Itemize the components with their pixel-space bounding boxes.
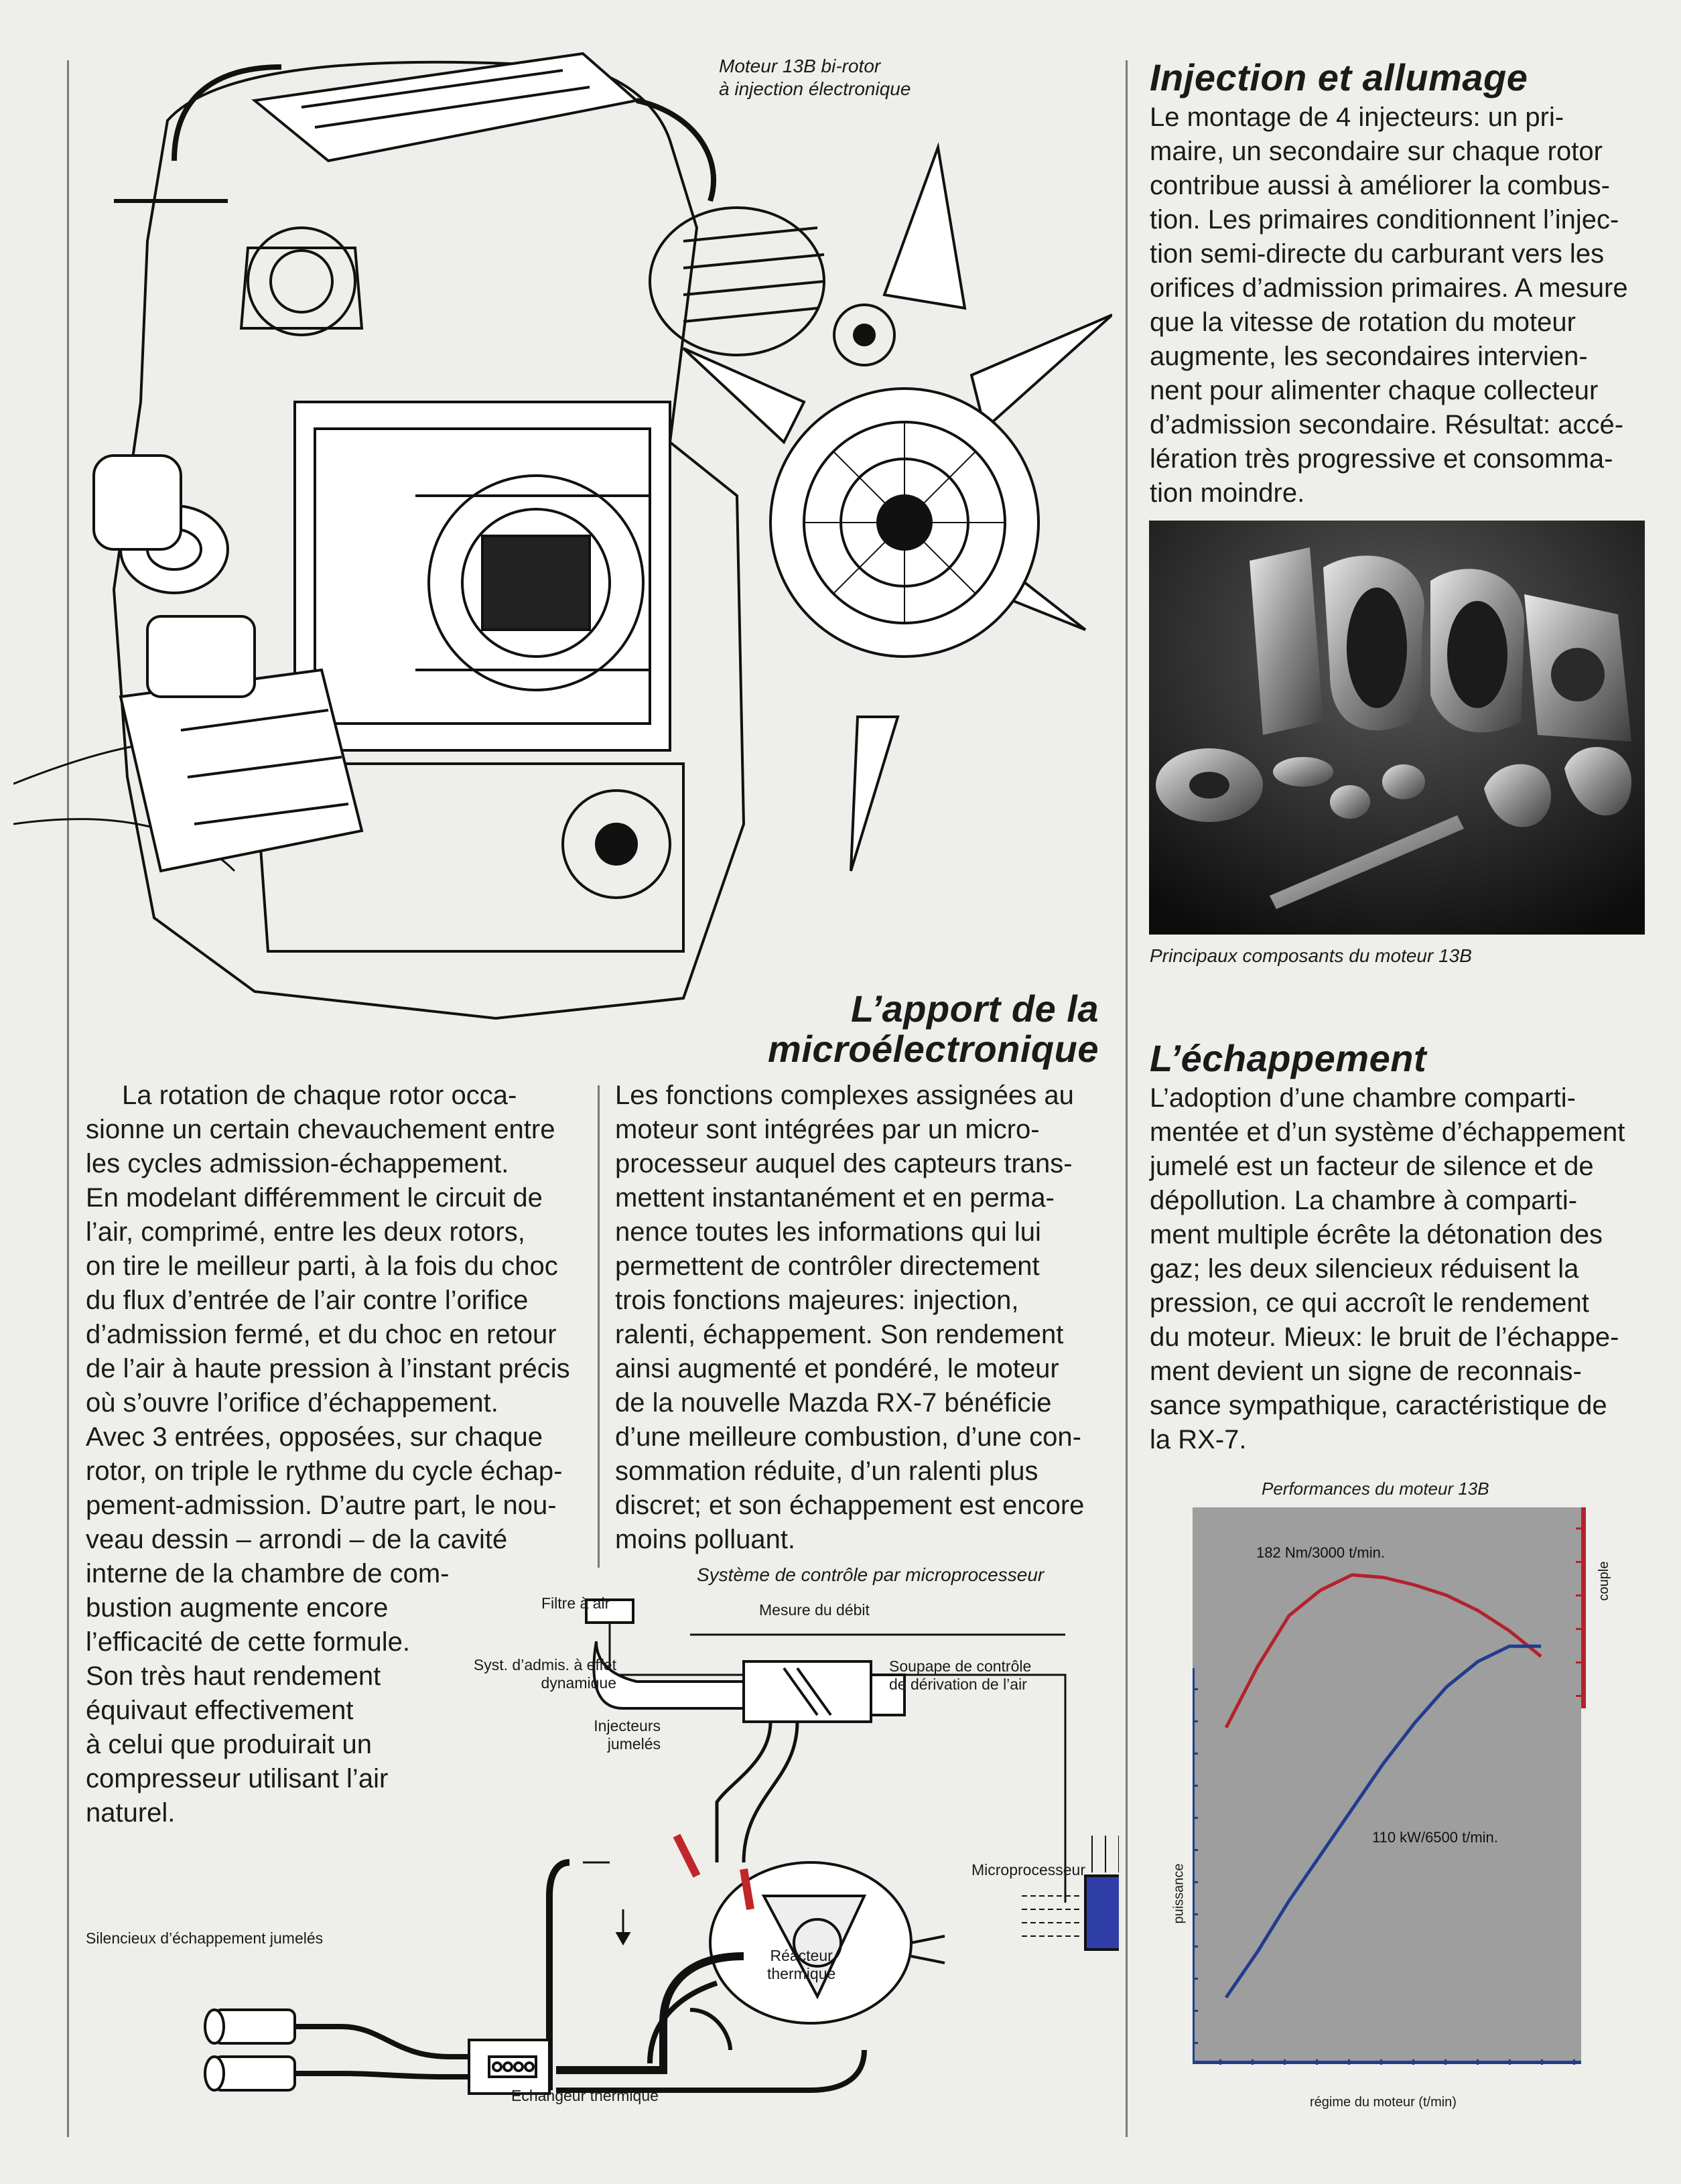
annotation-couple: 182 Nm/3000 t/min. [1256, 1544, 1385, 1561]
micro-line: d’une meilleure combustion, d’une con- [615, 1422, 1081, 1452]
chart-plot-area [1193, 1507, 1581, 2063]
rotation-line: En modelant différemment le circuit de [86, 1183, 543, 1213]
rotation-line: rotor, on triple le rythme du cycle échap- [86, 1456, 563, 1486]
label-soupape [889, 1657, 1031, 1694]
y-tick [1193, 1720, 1198, 1722]
rotation-line: interne de la chambre de com- [86, 1559, 450, 1588]
x-tick [1348, 2059, 1350, 2065]
x-tick [1412, 2059, 1414, 2065]
rotation-line: où s’ouvre l’orifice d’échappement. [86, 1388, 498, 1418]
injection-line: tion. Les primaires conditionnent l’injec- [1150, 205, 1619, 234]
rotation-line: bustion augmente encore [86, 1593, 389, 1623]
rotation-line: veau dessin – arrondi – de la cavité [86, 1525, 508, 1554]
label-reacteur [767, 1947, 835, 1983]
injection-body [1150, 100, 1672, 510]
label-microprocesseur: Microprocesseur [971, 1861, 1085, 1879]
label-syst-admission [415, 1656, 616, 1692]
engine-illustration [13, 27, 1112, 1099]
rotation-line: l’efficacité de cette formule. [86, 1627, 410, 1657]
y-tick [1193, 2010, 1198, 2012]
rotation-line: Avec 3 entrées, opposées, sur chaque [86, 1422, 543, 1452]
exhaust-line: du moteur. Mieux: le bruit de l’échappe- [1150, 1322, 1619, 1352]
right-column-rule [1126, 60, 1128, 2137]
injection-line: maire, un secondaire sur chaque rotor [1150, 137, 1603, 166]
rotation-line: La rotation de chaque rotor occa- [122, 1081, 517, 1110]
exhaust-line: la RX-7. [1150, 1425, 1247, 1454]
injection-line: contribue aussi à améliorer la combus- [1150, 171, 1610, 200]
y-tick [1193, 1978, 1198, 1980]
micro-line: mettent instantanément et en perma- [615, 1183, 1055, 1213]
label-soupape-line2: de dérivation de l’air [889, 1676, 1027, 1693]
label-injecteurs-line1: Injecteurs [594, 1717, 661, 1734]
label-filtre-a-air: Filtre à air [541, 1594, 610, 1612]
micro-line: permettent de contrôler directement [615, 1251, 1040, 1281]
micro-line: trois fonctions majeures: injection, [615, 1286, 1019, 1315]
injection-line: tion semi-directe du carburant vers les [1150, 239, 1605, 269]
y-tick [1193, 1913, 1198, 1915]
label-soupape-line1: Soupape de contrôle [889, 1657, 1032, 1675]
micro-line: sommation réduite, d’un ralenti plus [615, 1456, 1038, 1486]
micro-line: discret; et son échappement est encore [615, 1491, 1085, 1520]
annotation-puissance: 110 kW/6500 t/min. [1372, 1829, 1498, 1846]
injection-heading: Injection et allumage [1150, 56, 1528, 98]
micro-line: Les fonctions complexes assignées au [615, 1081, 1074, 1110]
x-tick [1316, 2059, 1318, 2065]
chart-ylabel-left: puissance [1171, 1863, 1187, 1924]
injection-line: orifices d’admission primaires. A mesure [1150, 273, 1628, 303]
rotation-line: sionne un certain chevauchement entre [86, 1115, 555, 1144]
y-tick [1193, 1881, 1198, 1883]
x-tick [1219, 2059, 1221, 2065]
exhaust-line: ment devient un signe de reconnais- [1150, 1357, 1582, 1386]
micro-body [615, 1079, 1124, 1557]
injection-line: nent pour alimenter chaque collecteur [1150, 376, 1599, 405]
label-echangeur: Echangeur thermique [511, 2087, 659, 2104]
injection-line: tion moindre. [1150, 478, 1305, 508]
engine-caption-line2: à injection électronique [719, 78, 911, 99]
chart-right-axis [1581, 1507, 1586, 1708]
right-tick [1576, 1628, 1581, 1630]
right-tick [1576, 1561, 1581, 1563]
center-column-rule [598, 1085, 600, 1568]
micro-heading-line2: microélectronique [768, 1028, 1099, 1070]
micro-heading-line1: L’apport de la [851, 987, 1099, 1030]
right-tick [1576, 1527, 1581, 1529]
performance-chart [1193, 1507, 1648, 2084]
rotation-line: l’air, comprimé, entre les deux rotors, [86, 1217, 525, 1247]
photo-caption: Principaux composants du moteur 13B [1150, 945, 1472, 966]
rotation-line: à celui que produirait un [86, 1730, 372, 1759]
y-tick [1193, 1688, 1198, 1690]
injection-line: que la vitesse de rotation du moteur [1150, 308, 1576, 337]
x-tick [1444, 2059, 1447, 2065]
x-tick [1477, 2059, 1479, 2065]
x-tick [1380, 2059, 1382, 2065]
chart-left-axis [1193, 1668, 1195, 2063]
micro-line: processeur auquel des capteurs trans- [615, 1149, 1073, 1178]
x-tick [1541, 2059, 1543, 2065]
y-tick [1193, 1817, 1198, 1819]
rotation-line: Son très haut rendement [86, 1661, 381, 1691]
engine-caption [719, 55, 911, 100]
exhaust-line: ment multiple écrête la détonation des [1150, 1220, 1603, 1249]
rotation-line: compresseur utilisant l’air [86, 1764, 389, 1793]
exhaust-line: sance sympathique, caractéristique de [1150, 1391, 1607, 1420]
components-photo [1149, 521, 1645, 935]
exhaust-line: jumelé est un facteur de silence et de [1150, 1152, 1594, 1181]
micro-line: moins polluant. [615, 1525, 796, 1554]
rotation-line: d’admission fermé, et du choc en retour [86, 1320, 557, 1349]
chart-ylabel-right: couple [1597, 1561, 1611, 1601]
label-injecteurs-line2: jumelés [607, 1735, 661, 1753]
label-syst-admission-line2: dynamique [541, 1674, 616, 1692]
injection-line: augmente, les secondaires intervien- [1150, 342, 1588, 371]
injection-line: Le montage de 4 injecteurs: un pri- [1150, 103, 1564, 132]
injection-line: d’admission secondaire. Résultat: accé- [1150, 410, 1624, 439]
right-tick [1576, 1594, 1581, 1596]
micro-line: ralenti, échappement. Son rendement [615, 1320, 1064, 1349]
label-injecteurs [580, 1717, 661, 1753]
exhaust-body [1150, 1081, 1672, 1457]
chart-xlabel: régime du moteur (t/min) [1310, 2095, 1457, 2110]
label-syst-admission-line1: Syst. d’admis. à effet [473, 1656, 616, 1674]
micro-heading [724, 989, 1099, 1069]
exhaust-line: dépollution. La chambre à comparti- [1150, 1186, 1578, 1215]
right-tick [1576, 1695, 1581, 1697]
micro-line: ainsi augmenté et pondéré, le moteur [615, 1354, 1059, 1383]
micro-line: de la nouvelle Mazda RX-7 bénéficie [615, 1388, 1052, 1418]
chart-bottom-axis [1193, 2061, 1581, 2064]
injection-line: lération très progressive et consomma- [1150, 444, 1613, 474]
rotation-line: on tire le meilleur parti, à la fois du choc [86, 1251, 558, 1281]
exhaust-line: pression, ce qui accroît le rendement [1150, 1288, 1589, 1318]
y-tick [1193, 1946, 1198, 1948]
x-tick [1252, 2059, 1254, 2065]
rotation-line: de l’air à haute pression à l’instant précis [86, 1354, 570, 1383]
rotation-line: pement-admission. D’autre part, le nou- [86, 1491, 557, 1520]
x-tick [1284, 2059, 1286, 2065]
exhaust-line: L’adoption d’une chambre comparti- [1150, 1083, 1576, 1113]
y-tick [1193, 1849, 1198, 1851]
engine-caption-line1: Moteur 13B bi-rotor [719, 56, 881, 76]
label-silencieux: Silencieux d’échappement jumelés [86, 1929, 324, 1947]
x-tick [1509, 2059, 1511, 2065]
chart-title: Performances du moteur 13B [1262, 1479, 1489, 1499]
label-mesure-debit: Mesure du débit [759, 1601, 870, 1619]
y-tick [1193, 1785, 1198, 1787]
y-tick [1193, 1753, 1198, 1755]
exhaust-line: mentée et d’un système d’échappement [1150, 1117, 1625, 1147]
schematic-title: Système de contrôle par microprocesseur [697, 1564, 1045, 1585]
micro-line: nence toutes les informations qui lui [615, 1217, 1041, 1247]
right-tick [1576, 1661, 1581, 1663]
exhaust-line: gaz; les deux silencieux réduisent la [1150, 1254, 1579, 1284]
rotation-line: naturel. [86, 1798, 176, 1828]
x-tick [1573, 2059, 1575, 2065]
label-reacteur-line2: thermique [767, 1965, 836, 1982]
label-reacteur-line1: Réacteur [770, 1947, 833, 1964]
micro-line: moteur sont intégrées par un micro- [615, 1115, 1040, 1144]
rotation-line: les cycles admission-échappement. [86, 1149, 509, 1178]
rotation-line: équivaut effectivement [86, 1696, 354, 1725]
rotation-line: du flux d’entrée de l’air contre l’orifice [86, 1286, 529, 1315]
y-tick [1193, 2042, 1198, 2044]
exhaust-heading: L’échappement [1150, 1037, 1427, 1079]
